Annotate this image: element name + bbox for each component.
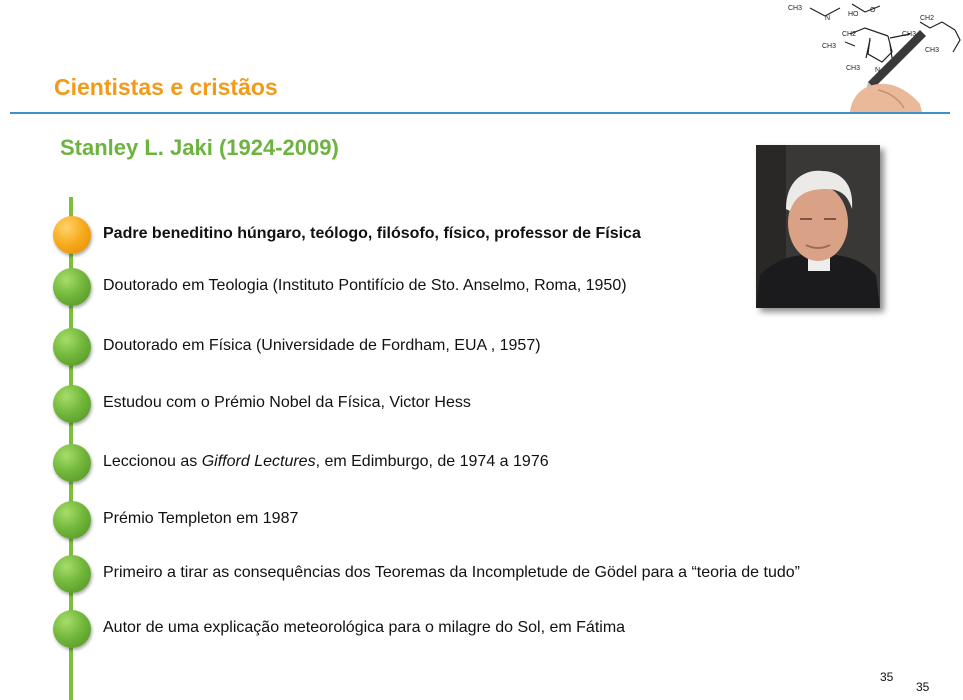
timeline-item: [53, 610, 933, 650]
timeline-item-text: [103, 453, 549, 471]
text-suffix: , em Edimburgo, de 1974 a 1976: [315, 453, 549, 470]
svg-text:HO: HO: [848, 11, 859, 18]
page-number: 35: [916, 680, 930, 694]
timeline-dot-active: [53, 216, 91, 254]
timeline-item-text: Autor de uma explicação meteorológica para o milagre do Sol, em Fátima: [103, 619, 626, 636]
svg-text:CH3: CH3: [822, 43, 837, 50]
timeline-item-text: Padre beneditino húngaro, teólogo, filósofo, físico, professor de Física: [103, 225, 641, 242]
slide-title: Cientistas e cristãos: [54, 74, 278, 100]
scientist-name: Stanley L. Jaki (1924-2009): [60, 135, 339, 160]
svg-text:O: O: [870, 7, 876, 14]
svg-text:CH3: CH3: [846, 65, 861, 72]
timeline-item-text: Doutorado em Física (Universidade de Fordham, EUA , 1957): [103, 337, 541, 354]
timeline-dot: [53, 555, 91, 593]
timeline-item-text: Prémio Templeton em 1987: [103, 510, 299, 527]
timeline-item: [53, 555, 933, 595]
timeline-dot: [53, 501, 91, 539]
title-divider: [10, 112, 950, 114]
gifford-lectures-italic: Gifford Lectures: [201, 453, 316, 470]
svg-text:CH2: CH2: [920, 15, 935, 22]
timeline-dot: [53, 444, 91, 482]
timeline-item: [53, 268, 933, 308]
timeline-item: [53, 444, 933, 484]
svg-text:CH3: CH3: [902, 31, 917, 38]
timeline-item: [53, 216, 933, 256]
svg-text:CH3: CH3: [925, 47, 940, 54]
timeline-item-text: Doutorado em Teologia (Instituto Pontifício de Sto. Anselmo, Roma, 1950): [103, 277, 627, 294]
timeline-item-text: Estudou com o Prémio Nobel da Física, Victor Hess: [103, 394, 471, 411]
svg-text:N: N: [875, 67, 881, 74]
timeline-dot: [53, 610, 91, 648]
timeline-dot: [53, 385, 91, 423]
text-prefix: Leccionou as: [103, 453, 202, 470]
timeline-item-text: Primeiro a tirar as consequências dos Teoremas da Incompletude de Gödel para a “teoria de tudo”: [103, 564, 800, 581]
timeline-dot: [53, 268, 91, 306]
timeline-item: [53, 501, 933, 541]
svg-text:N: N: [825, 15, 831, 22]
timeline-dot: [53, 328, 91, 366]
svg-text:CH2: CH2: [842, 31, 857, 38]
chemical-structure-illustration: [770, 0, 963, 112]
timeline-item: [53, 328, 933, 368]
timeline-item: [53, 385, 933, 425]
page-number: 35: [880, 670, 894, 684]
svg-text:CH3: CH3: [788, 5, 803, 12]
